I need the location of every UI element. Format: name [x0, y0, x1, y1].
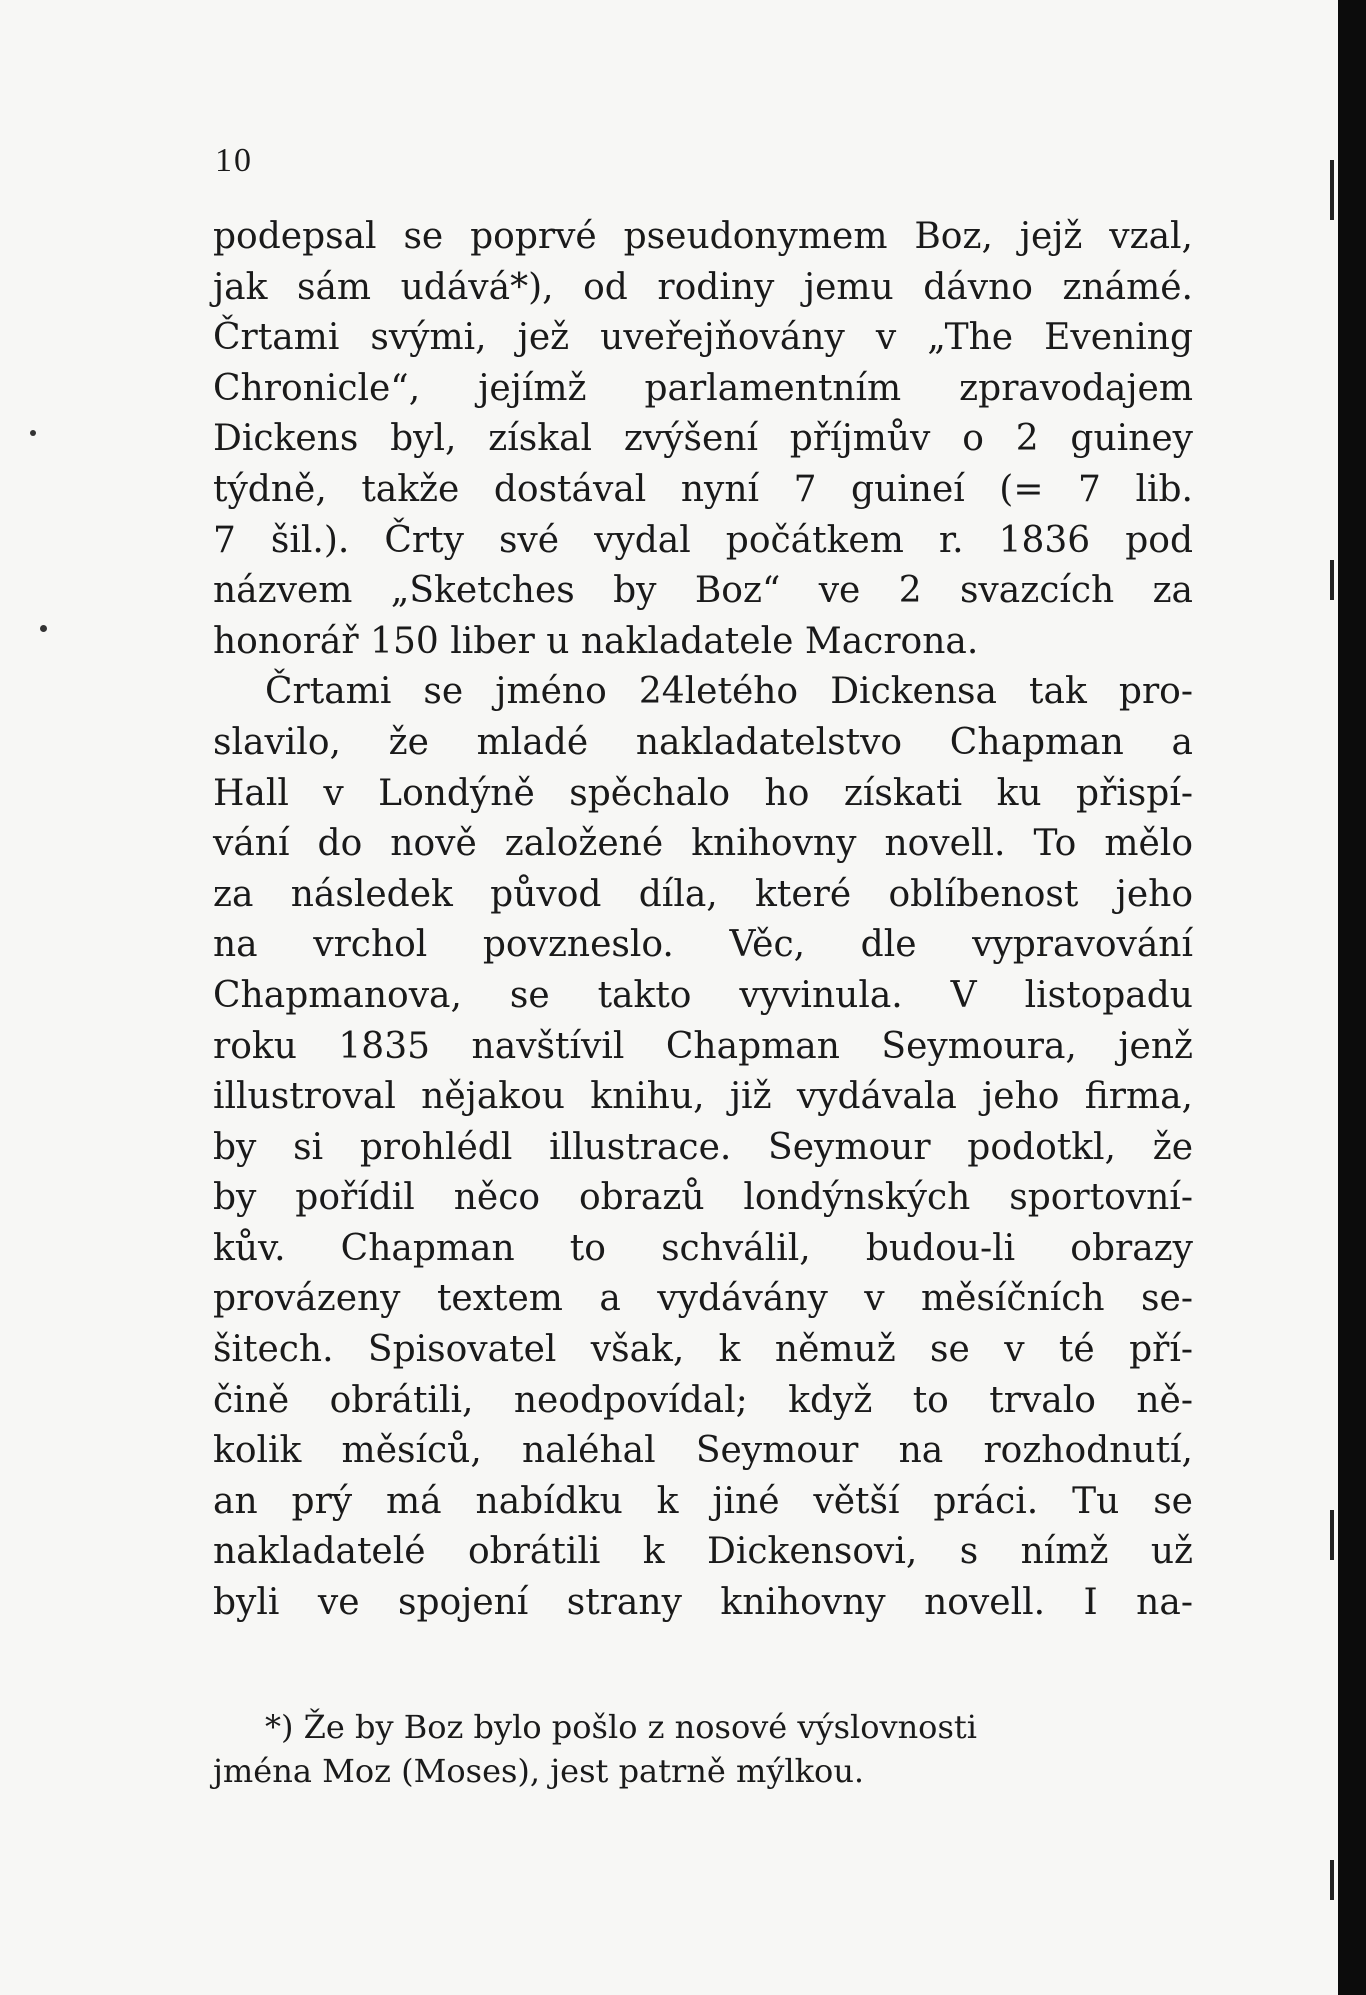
text-line: Črtami se jméno 24letého Dickensa tak pro- — [265, 671, 1193, 713]
text-line: za následek původ díla, které oblíbenost jeho — [213, 873, 1193, 915]
scan-edge-mark — [1330, 160, 1334, 220]
text-line: jak sám udává*), od rodiny jemu dávno známé. — [213, 266, 1193, 308]
text-line: kův. Chapman to schválil, budou-li obrazy — [213, 1227, 1193, 1269]
text-line: honorář 150 liber u nakladatele Macrona. — [213, 620, 979, 662]
text-line: by si prohlédl illustrace. Seymour podotkl, že — [213, 1126, 1193, 1168]
text-line: by pořídil něco obrazů londýnských sportovní- — [213, 1177, 1193, 1219]
text-line: Črtami svými, jež uveřejňovány v „The Evening — [213, 317, 1193, 359]
text-line: podepsal se poprvé pseudonymem Boz, jejž vzal, — [213, 216, 1193, 257]
text-line: Chronicle“, jejímž parlamentním zpravodajem — [213, 367, 1193, 409]
text-line: Dickens byl, získal zvýšení příjmův o 2 guiney — [213, 418, 1193, 460]
text-line: 7 šil.). Črty své vydal počátkem r. 1836 pod — [213, 519, 1193, 561]
text-line: šitech. Spisovatel však, k němuž se v té pří- — [213, 1329, 1193, 1371]
text-line: illustroval nějakou knihu, již vydávala jeho firma, — [213, 1076, 1193, 1118]
text-line: nakladatelé obrátili k Dickensovi, s nímž už — [213, 1531, 1193, 1573]
footnote-line: *) Že by Boz bylo pošlo z nosové výslovnosti — [265, 1708, 977, 1746]
text-line: roku 1835 navštívil Chapman Seymoura, jenž — [213, 1025, 1193, 1067]
text-line: čině obrátili, neodpovídal; když to trvalo ně- — [213, 1379, 1193, 1421]
text-line: kolik měsíců, naléhal Seymour na rozhodnutí, — [213, 1430, 1193, 1472]
text-line: vání do nově založené knihovny novell. To mělo — [213, 823, 1193, 865]
text-line: názvem „Sketches by Boz“ ve 2 svazcích za — [213, 570, 1193, 612]
text-line: byli ve spojení strany knihovny novell. I na- — [213, 1582, 1193, 1624]
scan-speck — [40, 625, 47, 632]
text-line: na vrchol povzneslo. Věc, dle vypravování — [213, 924, 1193, 966]
body-text — [213, 212, 1193, 1629]
paragraph-2 — [213, 667, 1193, 1628]
paragraph-1 — [213, 212, 1193, 667]
page-number: 10 — [215, 142, 253, 179]
scan-speck — [30, 430, 36, 436]
scan-edge-mark — [1330, 1510, 1334, 1560]
text-line: provázeny textem a vydávány v měsíčních se- — [213, 1278, 1193, 1320]
scan-edge-mark — [1330, 560, 1334, 600]
footnote-line: jména Moz (Moses), jest patrně mýlkou. — [213, 1752, 865, 1790]
footnote — [213, 1705, 1193, 1793]
text-line: Hall v Londýně spěchalo ho získati ku přispí- — [213, 772, 1193, 814]
text-line: týdně, takže dostával nyní 7 guineí (= 7 lib. — [213, 468, 1193, 510]
text-line: an prý má nabídku k jiné větší práci. Tu se — [213, 1480, 1193, 1522]
text-line: Chapmanova, se takto vyvinula. V listopadu — [213, 974, 1193, 1016]
scan-border — [1338, 0, 1366, 1995]
scan-edge-mark — [1330, 1860, 1334, 1900]
text-line: slavilo, že mladé nakladatelstvo Chapman a — [213, 721, 1193, 763]
